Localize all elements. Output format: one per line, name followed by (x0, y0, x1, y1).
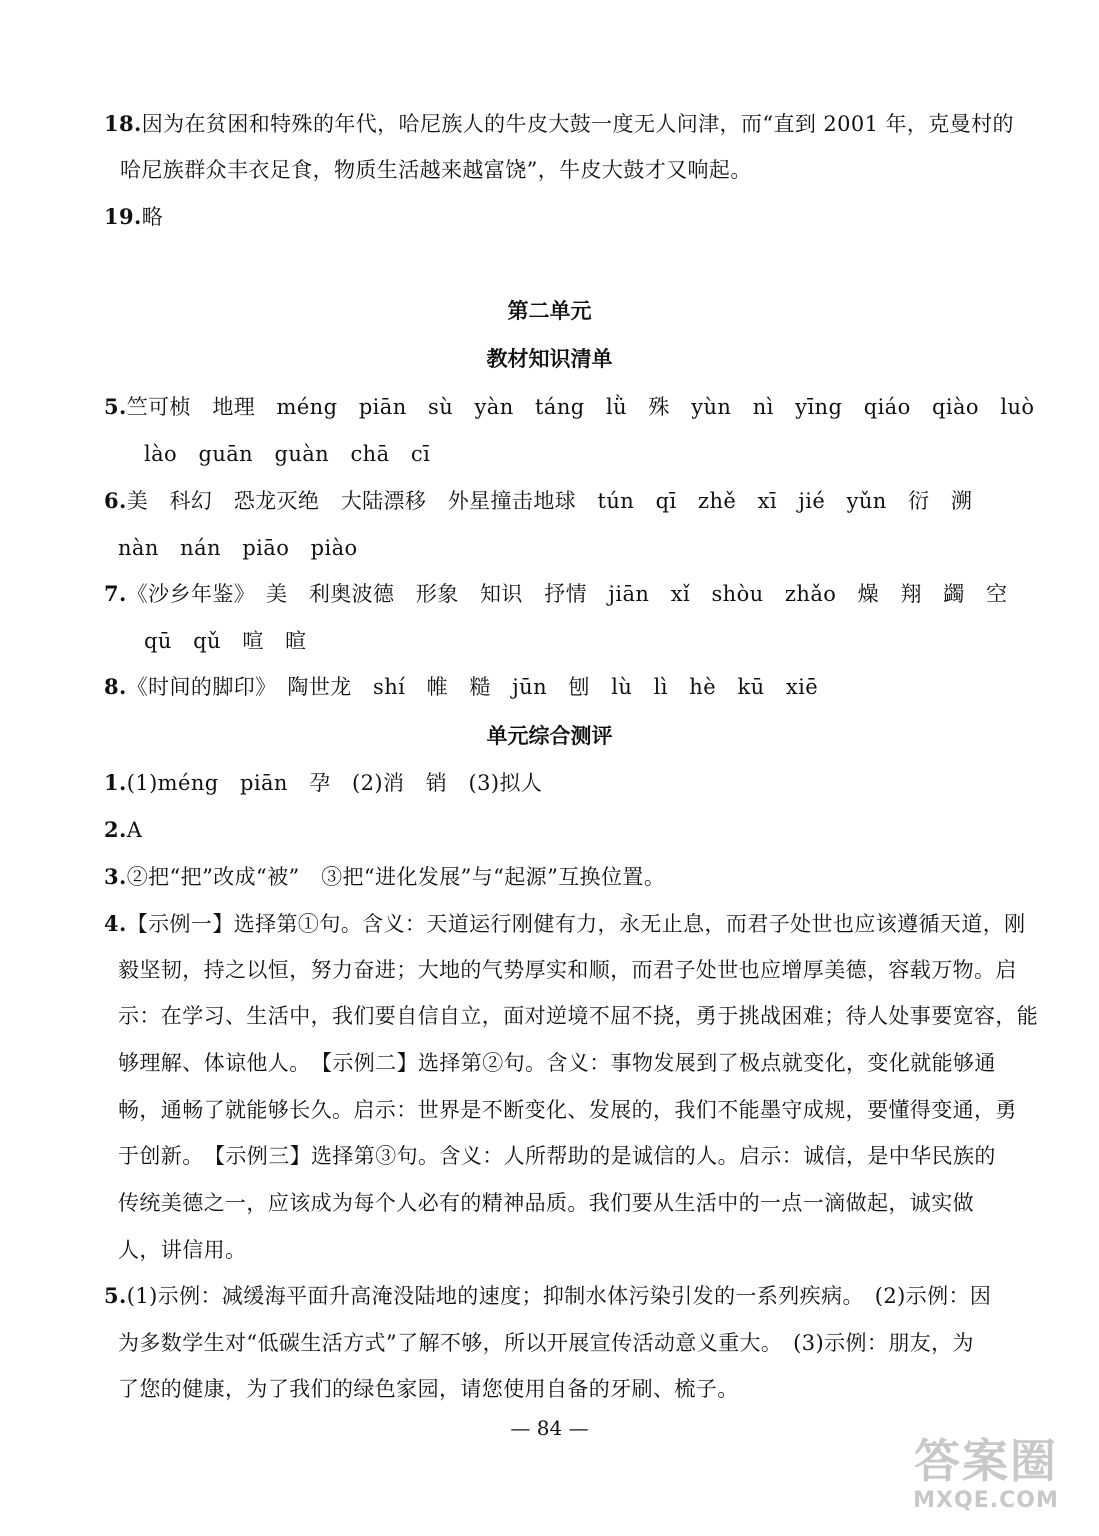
answer-number: 1. (104, 770, 127, 795)
section-title-unit-test: 单元综合测评 (486, 724, 613, 748)
answer-18-line-2 (120, 156, 752, 184)
test-answer-4-line-5 (118, 1096, 1017, 1124)
watermark-url-text: MXQE.COM (913, 1488, 1059, 1513)
answer-text: 人，讲信用。 (118, 1238, 247, 1262)
test-answer-4-line-2 (118, 956, 1017, 984)
page-number: — 84 — (510, 1416, 589, 1440)
answer-text: 【示例一】选择第①句。含义：天道运行刚健有力，永无止息，而君子处世也应该遵循天道，刚 (126, 912, 1026, 936)
answer-number: 5. (104, 1283, 127, 1308)
answer-text: 略 (141, 205, 164, 229)
knowledge-item-6-line-2 (118, 534, 358, 562)
answer-number: 4. (104, 911, 127, 936)
answer-text: (1)示例：减缓海平面升高淹没陆地的速度；抑制水体污染引发的一系列疾病。 (2)示例：因 (126, 1284, 992, 1308)
test-answer-4-line-8 (118, 1236, 246, 1264)
test-answer-5-line-1 (104, 1282, 991, 1310)
answer-number: 6. (104, 488, 127, 513)
knowledge-item-7-line-1 (104, 580, 1008, 608)
answer-18-line-1 (104, 110, 1014, 138)
test-answer-5-line-3 (118, 1375, 739, 1403)
answer-text: 美 科幻 恐龙灭绝 大陆漂移 外星撞击地球 tún qī zhě xī jié yǔn 衍 溯 (126, 489, 973, 513)
answer-text: 够理解、体谅他人。 【示例二】选择第②句。含义：事物发展到了极点就变化，变化就能够通 (118, 1051, 996, 1075)
answer-text: lào guān guàn chā cī (144, 442, 431, 466)
answer-number: 19. (104, 204, 142, 229)
knowledge-item-5-line-2 (144, 440, 430, 468)
test-answer-1 (104, 769, 542, 797)
answer-text: 毅坚韧，持之以恒，努力奋进；大地的气势厚实和顺，而君子处世也应增厚美德，容载万物。启 (118, 958, 1017, 982)
answer-text: 示：在学习、生活中，我们要自信自立，面对逆境不屈不挠，勇于挑战困难；待人处事要宽容，能 (118, 1004, 1039, 1028)
answer-text: 畅，通畅了就能够长久。启示：世界是不断变化、发展的，我们不能墨守成规，要懂得变通，勇 (118, 1098, 1017, 1122)
answer-number: 2. (104, 817, 127, 842)
answer-number: 7. (104, 581, 127, 606)
knowledge-item-7-line-2 (144, 627, 307, 655)
answer-text: 哈尼族群众丰衣足食，物质生活越来越富饶”，牛皮大鼓才又响起。 (120, 158, 752, 182)
watermark-main-text: 答案圈 (914, 1434, 1058, 1488)
answer-text: qū qǔ 喧 暄 (144, 629, 307, 653)
test-answer-4-line-3 (118, 1002, 1038, 1030)
answer-text: 于创新。 【示例三】选择第③句。含义：人所帮助的是诚信的人。启示：诚信，是中华民族的 (118, 1144, 996, 1168)
answer-19 (104, 203, 163, 231)
answer-number: 5. (104, 394, 127, 419)
knowledge-item-8 (104, 673, 818, 701)
answer-text: (1)méng piān 孕 (2)消 销 (3)拟人 (126, 771, 543, 795)
answer-number: 8. (104, 674, 127, 699)
test-answer-4-line-6 (118, 1142, 996, 1170)
answer-text: 了您的健康，为了我们的绿色家园，请您使用自备的牙刷、梳子。 (118, 1377, 739, 1401)
knowledge-item-6-line-1 (104, 487, 972, 515)
test-answer-4-line-4 (118, 1049, 996, 1077)
test-answer-4-line-1 (104, 910, 1026, 938)
answer-text: 为多数学生对“低碳生活方式”了解不够，所以开展宣传活动意义重大。 (3)示例：朋友，为 (118, 1331, 974, 1355)
answer-text: 《沙乡年鉴》 美 利奥波德 形象 知识 抒情 jiān xǐ shòu zhǎo 燥 翔 蠲 空 (126, 582, 1008, 606)
answer-text: 竺可桢 地理 méng piān sù yàn táng lǜ 殊 yùn nì yīng qiáo qiào luò (126, 395, 1035, 419)
test-answer-2 (104, 816, 142, 844)
test-answer-5-line-2 (118, 1329, 974, 1357)
section-title-knowledge-list: 教材知识清单 (486, 347, 613, 371)
knowledge-item-5-line-1 (104, 393, 1034, 421)
test-answer-3 (104, 863, 665, 891)
answer-number: 18. (104, 111, 142, 136)
answer-text: 传统美德之一，应该成为每个人必有的精神品质。我们要从生活中的一点一滴做起，诚实做 (118, 1191, 974, 1215)
answer-text: ②把“把”改成“被” ③把“进化发展”与“起源”互换位置。 (126, 865, 666, 889)
answer-text: 因为在贫困和特殊的年代，哈尼族人的牛皮大鼓一度无人问津，而“直到 2001 年，克曼村的 (141, 112, 1014, 136)
answer-text: 《时间的脚印》 陶世龙 shí 帷 糙 jūn 刨 lù lì hè kū xiē (126, 675, 819, 699)
unit-title: 第二单元 (507, 299, 592, 323)
test-answer-4-line-7 (118, 1189, 974, 1217)
answer-text: A (126, 818, 143, 842)
watermark-logo (901, 1434, 1071, 1522)
answer-text: nàn nán piāo piào (118, 536, 358, 560)
answer-number: 3. (104, 864, 127, 889)
